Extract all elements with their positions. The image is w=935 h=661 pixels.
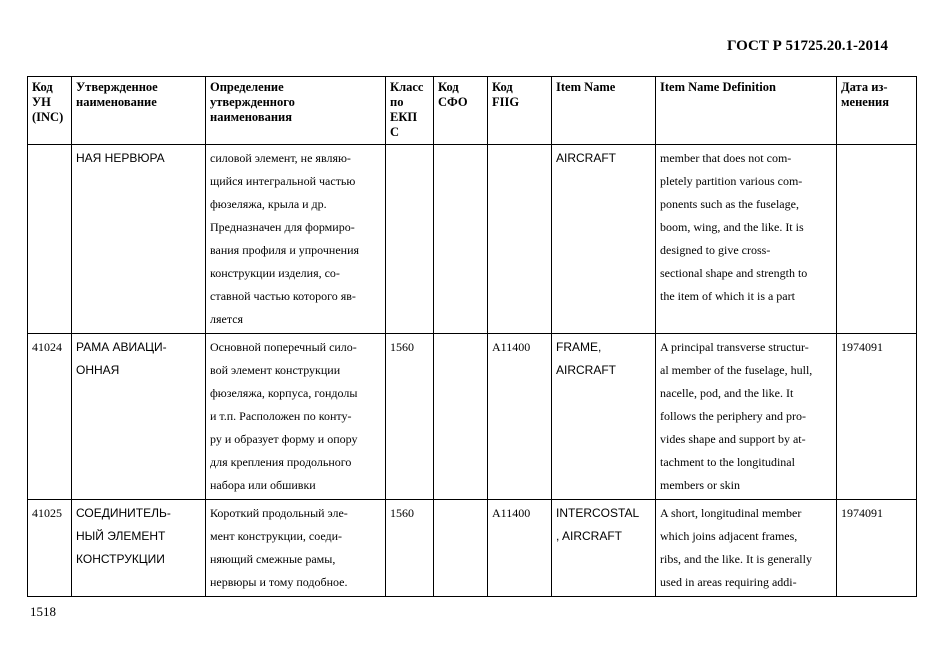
header-line: наименование	[76, 95, 157, 109]
change-date-cell: 1974091	[837, 334, 917, 500]
cell-line: al member of the fuselage, hull,	[660, 363, 813, 377]
inc-cell: 41024	[28, 334, 72, 500]
col-fiig-header	[488, 77, 552, 145]
cell-line: и т.п. Расположен по конту-	[210, 409, 352, 423]
header-line: (INC)	[32, 110, 64, 124]
cell-line: INTERCOSTAL	[556, 506, 640, 520]
item-name-cell	[552, 145, 656, 334]
approved-name-cell	[72, 145, 206, 334]
definition-cell	[206, 500, 386, 597]
header-line: СФО	[438, 95, 468, 109]
fiig-cell: A11400	[488, 334, 552, 500]
cell-line: Короткий продольный эле-	[210, 506, 348, 520]
class-cell: 1560	[386, 500, 434, 597]
header-line: менения	[841, 95, 889, 109]
item-name-cell	[552, 500, 656, 597]
cell-line: AIRCRAFT	[556, 363, 616, 377]
header-line: Класс	[390, 80, 424, 94]
col-change-date-header	[837, 77, 917, 145]
header-line: Код	[32, 80, 53, 94]
cell-line: nacelle, pod, and the like. It	[660, 386, 794, 400]
item-name-cell	[552, 334, 656, 500]
cell-line: ribs, and the like. It is generally	[660, 552, 812, 566]
cell-line: ponents such as the fuselage,	[660, 197, 799, 211]
cell-line: follows the periphery and pro-	[660, 409, 806, 423]
cell-line: НАЯ НЕРВЮРА	[76, 151, 165, 165]
approved-name-cell	[72, 334, 206, 500]
sfo-cell	[434, 145, 488, 334]
cell-line: вой элемент конструкции	[210, 363, 341, 377]
cell-line: силовой элемент, не являю-	[210, 151, 351, 165]
inc-cell	[28, 145, 72, 334]
cell-line: the item of which it is a part	[660, 289, 795, 303]
cell-line: ставной частью которого яв-	[210, 289, 356, 303]
document-header: ГОСТ Р 51725.20.1-2014	[726, 38, 888, 54]
table-row	[28, 145, 917, 334]
cell-line: для крепления продольного	[210, 455, 352, 469]
cell-line: НЫЙ ЭЛЕМЕНТ	[76, 529, 166, 543]
header-line: FIIG	[492, 95, 520, 109]
cell-line: A principal transverse structur-	[660, 340, 809, 354]
cell-line: FRAME,	[556, 340, 602, 354]
fiig-cell	[488, 145, 552, 334]
cell-line: набора или обшивки	[210, 478, 316, 492]
cell-line: РАМА АВИАЦИ-	[76, 340, 167, 354]
cell-line: which joins adjacent frames,	[660, 529, 798, 543]
cell-line: member that does not com-	[660, 151, 792, 165]
header-line: ЕКП	[390, 110, 418, 124]
cell-line: Предназначен для формиро-	[210, 220, 355, 234]
cell-line: used in areas requiring addi-	[660, 575, 797, 589]
cell-line: ляется	[210, 312, 244, 326]
cell-line: мент конструкции, соеди-	[210, 529, 343, 543]
header-line: Код	[438, 80, 459, 94]
col-approved-name-header	[72, 77, 206, 145]
cell-line: designed to give cross-	[660, 243, 771, 257]
col-sfo-header	[434, 77, 488, 145]
header-line: Item Name Definition	[660, 80, 776, 94]
page-number: 1518	[30, 604, 56, 619]
class-cell: 1560	[386, 334, 434, 500]
header-line: утвержденного	[210, 95, 295, 109]
cell-line: vides shape and support by at-	[660, 432, 806, 446]
definition-cell	[206, 334, 386, 500]
item-definition-cell	[656, 334, 837, 500]
col-definition-header	[206, 77, 386, 145]
header-line: Дата из-	[841, 80, 888, 94]
cell-line: нервюры и тому подобное.	[210, 575, 348, 589]
definition-cell	[206, 145, 386, 334]
cell-line: A short, longitudinal member	[660, 506, 802, 520]
cell-line: boom, wing, and the like. It is	[660, 220, 804, 234]
cell-line: фюзеляжа, корпуса, гондолы	[210, 386, 358, 400]
change-date-cell: 1974091	[837, 500, 917, 597]
cell-line: Основной поперечный сило-	[210, 340, 357, 354]
cell-line: pletely partition various com-	[660, 174, 803, 188]
class-cell	[386, 145, 434, 334]
sfo-cell	[434, 500, 488, 597]
inc-cell: 41025	[28, 500, 72, 597]
header-line: С	[390, 125, 400, 139]
header-line: Определение	[210, 80, 284, 94]
cell-line: фюзеляжа, крыла и др.	[210, 197, 327, 211]
header-line: Item Name	[556, 80, 616, 94]
cell-line: вания профиля и упрочнения	[210, 243, 360, 257]
table-row	[28, 500, 917, 597]
table-row	[28, 334, 917, 500]
cell-line: AIRCRAFT	[556, 151, 616, 165]
item-definition-cell	[656, 145, 837, 334]
approved-name-cell	[72, 500, 206, 597]
cell-line: конструкции изделия, со-	[210, 266, 340, 280]
cell-line: members or skin	[660, 478, 740, 492]
cell-line: ру и образует форму и опору	[210, 432, 358, 446]
col-class-header	[386, 77, 434, 145]
cell-line: щийся интегральной частью	[210, 174, 356, 188]
change-date-cell	[837, 145, 917, 334]
cell-line: , AIRCRAFT	[556, 529, 623, 543]
col-item-name-header	[552, 77, 656, 145]
header-line: УН	[32, 95, 51, 109]
sfo-cell	[434, 334, 488, 500]
header-line: Утвержденное	[76, 80, 158, 94]
fiig-cell: A11400	[488, 500, 552, 597]
header-line: наименования	[210, 110, 293, 124]
col-item-definition-header	[656, 77, 837, 145]
col-inc-header	[28, 77, 72, 145]
item-definition-cell	[656, 500, 837, 597]
cell-line: sectional shape and strength to	[660, 266, 808, 280]
header-line: по	[390, 95, 404, 109]
cell-line: КОНСТРУКЦИИ	[76, 552, 165, 566]
cell-line: няющий смежные рамы,	[210, 552, 336, 566]
table-header-row	[28, 77, 917, 145]
classification-table	[27, 76, 917, 597]
cell-line: СОЕДИНИТЕЛЬ-	[76, 506, 171, 520]
cell-line: tachment to the longitudinal	[660, 455, 795, 469]
cell-line: ОННАЯ	[76, 363, 120, 377]
header-line: Код	[492, 80, 513, 94]
